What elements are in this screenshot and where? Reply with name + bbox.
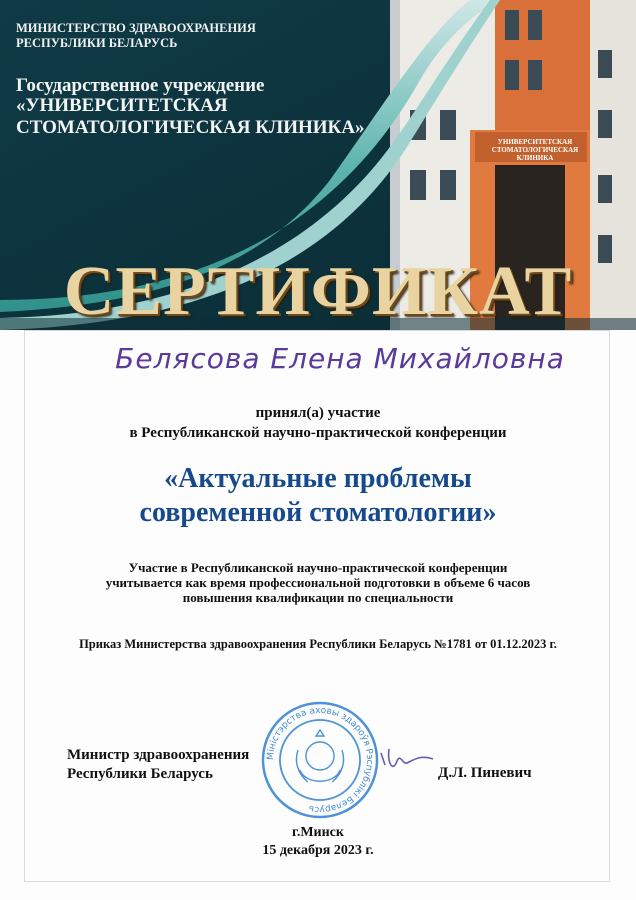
building-sign (489, 138, 581, 162)
signature-icon (375, 735, 445, 790)
conference-topic (0, 462, 636, 530)
note-line: учитывается как время профессиональной подготовки в объеме 6 часов (105, 575, 531, 590)
participation-statement: принял(а) участие (255, 405, 381, 421)
building-sign-line: КЛИНИКА (516, 154, 554, 162)
institution-name-line: СТОМАТОЛОГИЧЕСКАЯ КЛИНИКА» (16, 117, 365, 138)
signatory-title (67, 746, 249, 784)
conference-topic-line: «Актуальные проблемы (164, 463, 472, 494)
training-hours-note (0, 560, 636, 605)
official-stamp-icon (260, 700, 380, 820)
certificate-title: СЕРТИФИКАТ (63, 253, 573, 330)
institution-name (16, 95, 396, 139)
note-line: Участие в Республиканской научно-практической конференции (128, 560, 508, 575)
building-sign-line: СТОМАТОЛОГИЧЕСКАЯ (491, 146, 579, 154)
ministry-line: РЕСПУБЛИКИ БЕЛАРУСЬ (16, 36, 178, 50)
note-line: повышения квалификации по специальности (182, 590, 454, 605)
conference-type: в Республиканской научно-практической конференции (129, 425, 507, 441)
conference-topic-line: современной стоматологии» (139, 497, 497, 528)
issue-city: г.Минск (292, 825, 344, 840)
ministry-name (16, 21, 316, 51)
stamp-text: Міністэрства аховы здароўя Рэспублікі Беларусь (265, 705, 375, 815)
issue-date: 15 декабря 2023 г. (262, 843, 374, 858)
building-sign-line: УНИВЕРСИТЕТСКАЯ (497, 138, 573, 146)
ministry-order: Приказ Министерства здравоохранения Республики Беларусь №1781 от 01.12.2023 г. (79, 637, 557, 651)
svg-text:Міністэрства аховы здароўя Рэс (266, 706, 374, 814)
recipient-name: Белясова Елена Михайловна (115, 342, 565, 375)
institution-type: Государственное учреждение (16, 75, 265, 96)
signatory-name: Д.Л. Пиневич (438, 765, 532, 781)
ministry-line: МИНИСТЕРСТВО ЗДРАВООХРАНЕНИЯ (16, 21, 256, 35)
signatory-title-line: Министр здравоохранения (67, 747, 250, 763)
signatory-title-line: Республики Беларусь (67, 766, 213, 782)
institution-name-line: «УНИВЕРСИТЕТСКАЯ (16, 95, 228, 116)
certificate-header (0, 0, 636, 330)
